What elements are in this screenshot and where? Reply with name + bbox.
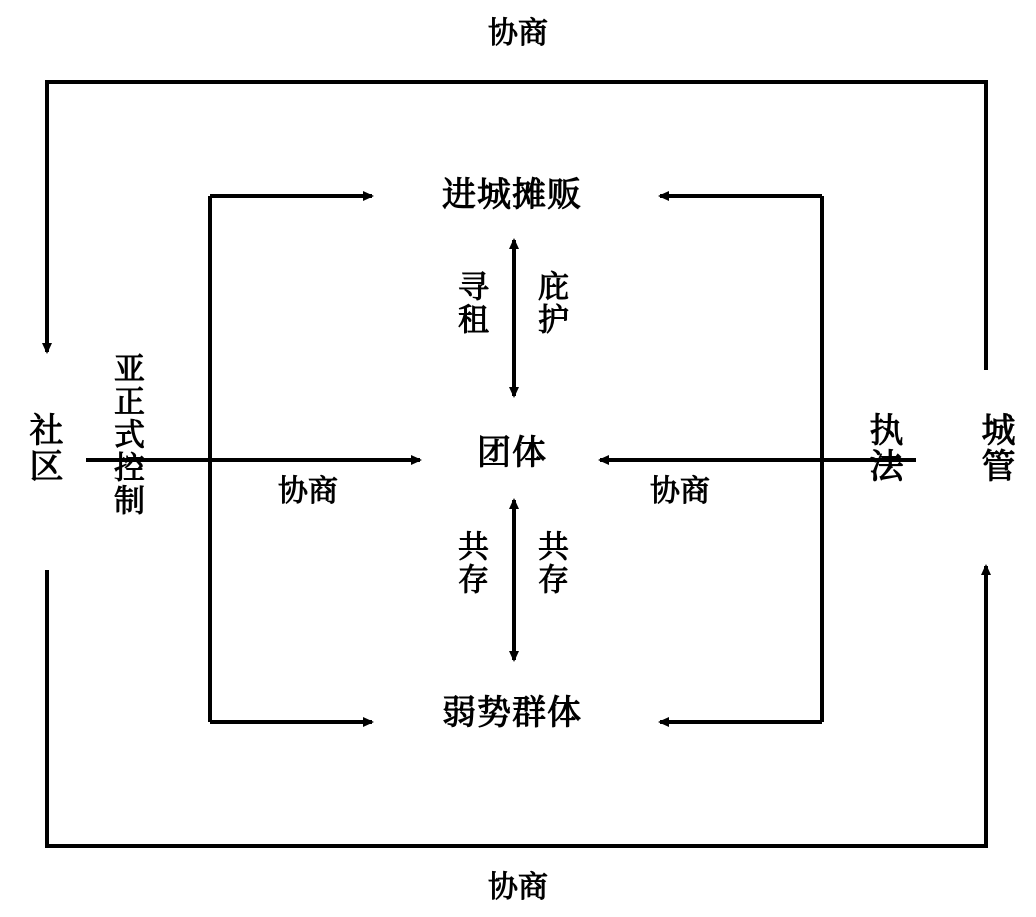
top-negotiate-label: 协商 [488,16,548,51]
label-shelter: 庇护 [532,270,568,336]
outer-top-negotiate-path [47,82,986,370]
node-vulnerable-group: 弱势群体 [442,693,582,733]
label-urban-management: 城管 [975,412,1015,484]
label-informal-control: 亚正式控制 [108,352,144,517]
label-community: 社区 [23,412,63,484]
label-negotiate-left: 协商 [278,474,338,509]
label-coexist-right: 共存 [532,530,568,596]
bottom-negotiate-label: 协商 [488,870,548,905]
label-coexist-left: 共存 [452,530,488,596]
label-seek-rent: 寻租 [452,270,488,336]
label-negotiate-right: 协商 [650,474,710,509]
label-law-enforcement: 执法 [863,412,903,484]
node-group: 团体 [477,433,547,473]
node-incoming-vendors: 进城摊贩 [442,175,582,215]
